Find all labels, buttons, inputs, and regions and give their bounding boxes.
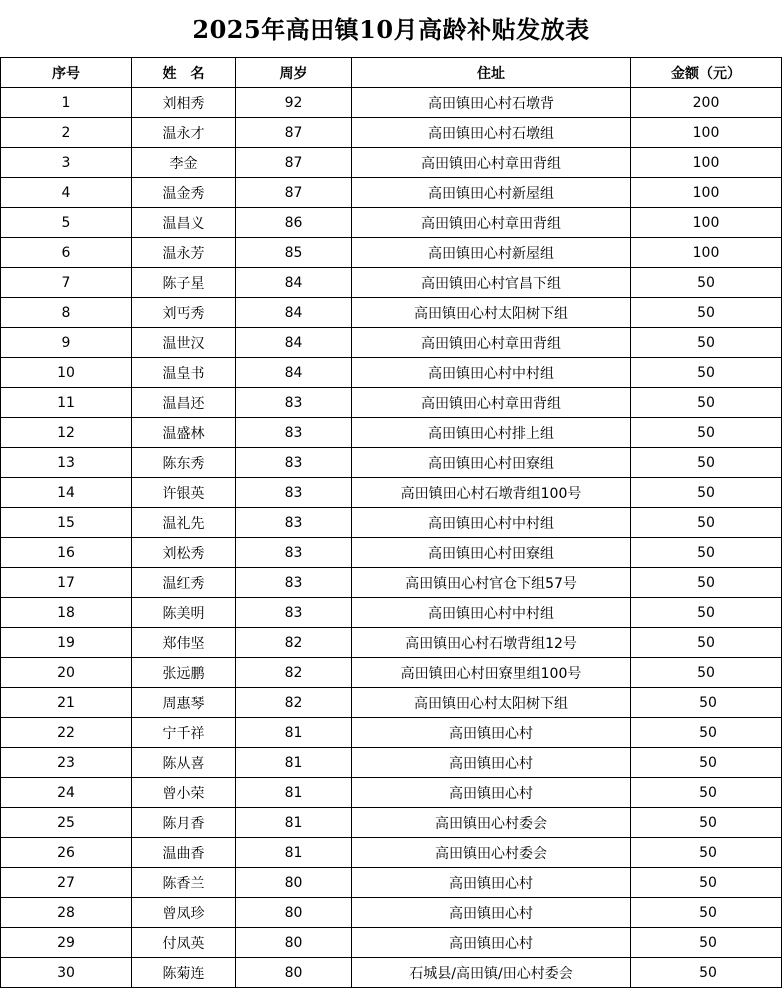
cell-index: 17: [1, 568, 132, 598]
cell-index: 20: [1, 658, 132, 688]
cell-amount: 50: [631, 898, 782, 928]
cell-address: 高田镇田心村章田背组: [352, 328, 631, 358]
cell-age: 92: [236, 88, 352, 118]
cell-amount: 50: [631, 808, 782, 838]
cell-amount: 100: [631, 238, 782, 268]
cell-age: 87: [236, 148, 352, 178]
cell-index: 7: [1, 268, 132, 298]
table-row: [1, 568, 782, 598]
subsidy-table: [0, 57, 782, 988]
table-row: [1, 418, 782, 448]
cell-age: 87: [236, 178, 352, 208]
table-row: [1, 508, 782, 538]
cell-age: 81: [236, 838, 352, 868]
cell-name: 陈香兰: [132, 868, 236, 898]
cell-name: 温皇书: [132, 358, 236, 388]
cell-age: 83: [236, 448, 352, 478]
cell-amount: 50: [631, 538, 782, 568]
cell-age: 84: [236, 358, 352, 388]
cell-index: 23: [1, 748, 132, 778]
cell-amount: 100: [631, 118, 782, 148]
cell-address: 高田镇田心村: [352, 868, 631, 898]
cell-age: 83: [236, 508, 352, 538]
cell-address: 高田镇田心村石墩背组12号: [352, 628, 631, 658]
cell-address: 高田镇田心村石墩背: [352, 88, 631, 118]
header-index: 序号: [1, 58, 132, 88]
cell-name: 周惠琴: [132, 688, 236, 718]
cell-amount: 200: [631, 88, 782, 118]
cell-name: 温礼先: [132, 508, 236, 538]
table-row: [1, 448, 782, 478]
cell-age: 83: [236, 478, 352, 508]
cell-index: 4: [1, 178, 132, 208]
cell-address: 高田镇田心村章田背组: [352, 148, 631, 178]
cell-address: 高田镇田心村排上组: [352, 418, 631, 448]
cell-index: 29: [1, 928, 132, 958]
cell-address: 高田镇田心村田寮组: [352, 448, 631, 478]
cell-address: 高田镇田心村章田背组: [352, 388, 631, 418]
table-row: [1, 268, 782, 298]
cell-address: 高田镇田心村: [352, 718, 631, 748]
cell-name: 温曲香: [132, 838, 236, 868]
header-name: 姓 名: [132, 58, 236, 88]
cell-age: 81: [236, 748, 352, 778]
cell-amount: 50: [631, 868, 782, 898]
cell-amount: 50: [631, 568, 782, 598]
cell-index: 3: [1, 148, 132, 178]
cell-amount: 50: [631, 958, 782, 988]
table-row: [1, 778, 782, 808]
page-title: 2025年高田镇10月高龄补贴发放表: [192, 15, 590, 44]
table-row: [1, 538, 782, 568]
cell-age: 86: [236, 208, 352, 238]
cell-index: 8: [1, 298, 132, 328]
cell-index: 5: [1, 208, 132, 238]
cell-amount: 50: [631, 328, 782, 358]
table-row: [1, 328, 782, 358]
table-row: [1, 838, 782, 868]
table-row: [1, 958, 782, 988]
cell-name: 温世汉: [132, 328, 236, 358]
cell-address: 高田镇田心村太阳树下组: [352, 688, 631, 718]
cell-amount: 50: [631, 658, 782, 688]
cell-age: 80: [236, 958, 352, 988]
cell-index: 24: [1, 778, 132, 808]
table-row: [1, 388, 782, 418]
cell-address: 高田镇田心村石墩背组100号: [352, 478, 631, 508]
cell-name: 温永才: [132, 118, 236, 148]
cell-address: 高田镇田心村章田背组: [352, 208, 631, 238]
cell-age: 80: [236, 898, 352, 928]
cell-index: 22: [1, 718, 132, 748]
cell-address: 高田镇田心村官昌下组: [352, 268, 631, 298]
cell-amount: 50: [631, 928, 782, 958]
cell-index: 2: [1, 118, 132, 148]
cell-amount: 50: [631, 268, 782, 298]
cell-age: 82: [236, 628, 352, 658]
cell-age: 83: [236, 418, 352, 448]
cell-index: 12: [1, 418, 132, 448]
cell-amount: 50: [631, 388, 782, 418]
cell-address: 高田镇田心村太阳树下组: [352, 298, 631, 328]
cell-index: 30: [1, 958, 132, 988]
cell-address: 高田镇田心村中村组: [352, 508, 631, 538]
cell-address: 石城县/高田镇/田心村委会: [352, 958, 631, 988]
cell-index: 11: [1, 388, 132, 418]
table-row: [1, 688, 782, 718]
table-row: [1, 658, 782, 688]
cell-address: 高田镇田心村中村组: [352, 598, 631, 628]
cell-name: 温金秀: [132, 178, 236, 208]
cell-amount: 50: [631, 478, 782, 508]
cell-age: 81: [236, 808, 352, 838]
cell-index: 28: [1, 898, 132, 928]
cell-index: 16: [1, 538, 132, 568]
cell-name: 宁千祥: [132, 718, 236, 748]
cell-amount: 50: [631, 598, 782, 628]
cell-address: 高田镇田心村田寮里组100号: [352, 658, 631, 688]
cell-index: 14: [1, 478, 132, 508]
cell-index: 21: [1, 688, 132, 718]
cell-name: 温红秀: [132, 568, 236, 598]
cell-index: 15: [1, 508, 132, 538]
table-row: [1, 928, 782, 958]
cell-address: 高田镇田心村新屋组: [352, 178, 631, 208]
cell-amount: 50: [631, 748, 782, 778]
cell-age: 80: [236, 868, 352, 898]
cell-address: 高田镇田心村: [352, 898, 631, 928]
table-row: [1, 628, 782, 658]
cell-address: 高田镇田心村: [352, 748, 631, 778]
cell-name: 刘相秀: [132, 88, 236, 118]
cell-amount: 100: [631, 148, 782, 178]
cell-index: 10: [1, 358, 132, 388]
cell-name: 郑伟坚: [132, 628, 236, 658]
cell-age: 83: [236, 388, 352, 418]
cell-address: 高田镇田心村新屋组: [352, 238, 631, 268]
cell-name: 李金: [132, 148, 236, 178]
cell-name: 曾凤珍: [132, 898, 236, 928]
cell-age: 83: [236, 598, 352, 628]
cell-index: 13: [1, 448, 132, 478]
cell-index: 26: [1, 838, 132, 868]
table-row: [1, 118, 782, 148]
cell-age: 83: [236, 538, 352, 568]
table-row: [1, 208, 782, 238]
table-row: [1, 898, 782, 928]
cell-index: 19: [1, 628, 132, 658]
cell-index: 25: [1, 808, 132, 838]
cell-address: 高田镇田心村委会: [352, 838, 631, 868]
cell-name: 刘丐秀: [132, 298, 236, 328]
cell-name: 刘松秀: [132, 538, 236, 568]
table-row: [1, 718, 782, 748]
cell-name: 陈月香: [132, 808, 236, 838]
cell-age: 85: [236, 238, 352, 268]
cell-amount: 50: [631, 298, 782, 328]
cell-age: 84: [236, 298, 352, 328]
table-row: [1, 298, 782, 328]
cell-amount: 50: [631, 448, 782, 478]
cell-address: 高田镇田心村官仓下组57号: [352, 568, 631, 598]
table-row: [1, 478, 782, 508]
table-row: [1, 868, 782, 898]
table-row: [1, 358, 782, 388]
cell-amount: 50: [631, 688, 782, 718]
cell-name: 陈菊连: [132, 958, 236, 988]
cell-age: 83: [236, 568, 352, 598]
cell-name: 陈美明: [132, 598, 236, 628]
cell-name: 温昌还: [132, 388, 236, 418]
header-address: 住址: [352, 58, 631, 88]
cell-name: 张远鹏: [132, 658, 236, 688]
cell-name: 许银英: [132, 478, 236, 508]
cell-index: 18: [1, 598, 132, 628]
header-row: [1, 58, 782, 88]
cell-age: 81: [236, 778, 352, 808]
cell-index: 27: [1, 868, 132, 898]
cell-amount: 50: [631, 358, 782, 388]
table-row: [1, 178, 782, 208]
header-age: 周岁: [236, 58, 352, 88]
cell-index: 1: [1, 88, 132, 118]
table-row: [1, 238, 782, 268]
cell-name: 温永芳: [132, 238, 236, 268]
cell-address: 高田镇田心村石墩组: [352, 118, 631, 148]
cell-address: 高田镇田心村委会: [352, 808, 631, 838]
cell-amount: 50: [631, 718, 782, 748]
cell-amount: 50: [631, 628, 782, 658]
table-row: [1, 748, 782, 778]
table-row: [1, 808, 782, 838]
cell-index: 9: [1, 328, 132, 358]
cell-name: 温昌义: [132, 208, 236, 238]
cell-address: 高田镇田心村: [352, 778, 631, 808]
cell-address: 高田镇田心村中村组: [352, 358, 631, 388]
table-row: [1, 598, 782, 628]
cell-name: 温盛林: [132, 418, 236, 448]
cell-amount: 50: [631, 418, 782, 448]
cell-name: 曾小荣: [132, 778, 236, 808]
cell-address: 高田镇田心村: [352, 928, 631, 958]
cell-age: 87: [236, 118, 352, 148]
cell-age: 84: [236, 268, 352, 298]
cell-age: 84: [236, 328, 352, 358]
header-amount: 金额（元）: [631, 58, 782, 88]
cell-amount: 50: [631, 778, 782, 808]
table-row: [1, 148, 782, 178]
cell-amount: 50: [631, 508, 782, 538]
cell-age: 82: [236, 688, 352, 718]
cell-age: 82: [236, 658, 352, 688]
cell-amount: 100: [631, 208, 782, 238]
cell-name: 陈子星: [132, 268, 236, 298]
cell-name: 陈从喜: [132, 748, 236, 778]
cell-name: 陈东秀: [132, 448, 236, 478]
cell-address: 高田镇田心村田寮组: [352, 538, 631, 568]
cell-index: 6: [1, 238, 132, 268]
cell-age: 80: [236, 928, 352, 958]
table-row: [1, 88, 782, 118]
cell-age: 81: [236, 718, 352, 748]
cell-name: 付凤英: [132, 928, 236, 958]
cell-amount: 50: [631, 838, 782, 868]
cell-amount: 100: [631, 178, 782, 208]
